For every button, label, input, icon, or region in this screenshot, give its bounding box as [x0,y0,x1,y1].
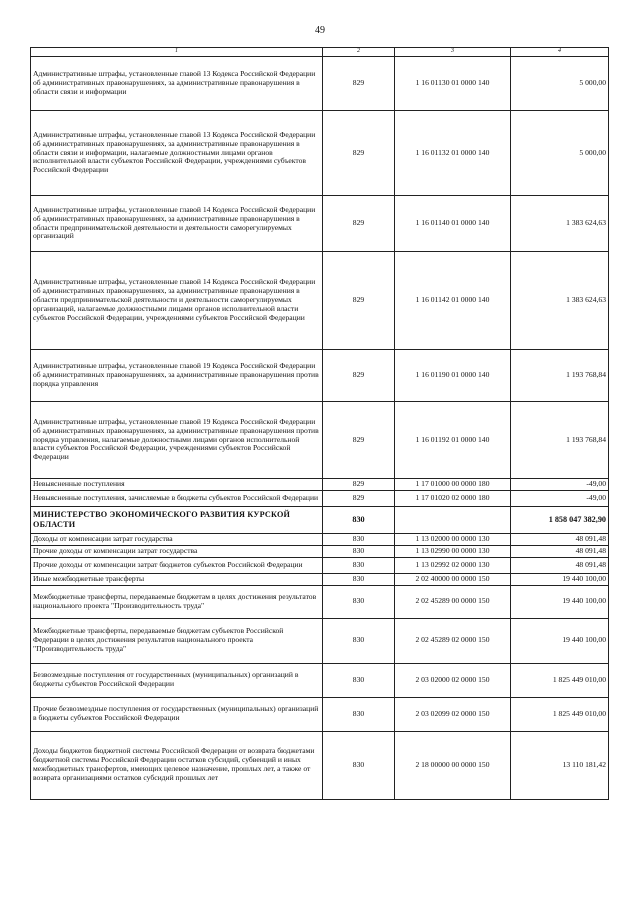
row-admin-code: 829 [323,402,395,479]
row-admin-code: 829 [323,490,395,506]
row-admin-code: 830 [323,663,395,697]
table-row [31,350,609,402]
row-amount: 1 858 047 382,90 [511,506,609,533]
row-amount: 19 440 100,00 [511,573,609,585]
row-budget-code: 2 02 40000 00 0000 150 [395,573,511,585]
row-name: Административные штрафы, установленные главой 13 Кодекса Российской Федерации об административных правонарушениях, за административные правонарушения в области связи и информации [31,57,323,111]
row-amount: 1 383 624,63 [511,252,609,350]
column-number-row [31,48,609,57]
row-budget-code: 1 16 01132 01 0000 140 [395,111,511,196]
row-admin-code: 830 [323,545,395,557]
row-budget-code: 1 13 02992 02 0000 130 [395,557,511,573]
table-row [31,196,609,252]
row-admin-code: 830 [323,533,395,545]
row-name: Прочие доходы от компенсации затрат государства [31,545,323,557]
table-row [31,479,609,491]
row-amount: 19 440 100,00 [511,618,609,663]
table-row [31,573,609,585]
table-row [31,111,609,196]
row-budget-code: 2 02 45289 00 0000 150 [395,585,511,618]
row-budget-code: 1 16 01130 01 0000 140 [395,57,511,111]
row-admin-code: 830 [323,557,395,573]
row-name: Невыясненные поступления, зачисляемые в бюджеты субъектов Российской Федерации [31,490,323,506]
column-number: 2 [323,48,395,57]
row-amount: 48 091,48 [511,545,609,557]
row-admin-code: 829 [323,57,395,111]
column-number: 3 [395,48,511,57]
row-amount: 19 440 100,00 [511,585,609,618]
row-admin-code: 830 [323,697,395,731]
row-admin-code: 830 [323,585,395,618]
row-name: Межбюджетные трансферты, передаваемые бюджетам в целях достижения результатов национального проекта "Производительность труда" [31,585,323,618]
row-admin-code: 830 [323,618,395,663]
row-amount: 1 193 768,84 [511,402,609,479]
row-budget-code: 1 16 01190 01 0000 140 [395,350,511,402]
row-name: Административные штрафы, установленные главой 19 Кодекса Российской Федерации об административных правонарушениях, за административные правонарушения против порядка управления [31,350,323,402]
column-number: 4 [511,48,609,57]
page-number: 49 [315,25,325,36]
row-budget-code: 1 16 01140 01 0000 140 [395,196,511,252]
row-name: Безвозмездные поступления от государственных (муниципальных) организаций в бюджеты субъектов Российской Федерации [31,663,323,697]
table-row [31,533,609,545]
row-name: Административные штрафы, установленные главой 19 Кодекса Российской Федерации об административных правонарушениях, за административные правонарушения против порядка управления, налагаемые должностными лицами органов исполнительной власти субъектов Российской Федерации, учреждениями субъектов Российской Федерации [31,402,323,479]
table-row [31,506,609,533]
row-admin-code: 830 [323,731,395,799]
row-amount: 13 110 181,42 [511,731,609,799]
row-admin-code: 829 [323,350,395,402]
table-row [31,252,609,350]
row-budget-code: 2 03 02000 02 0000 150 [395,663,511,697]
row-budget-code: 1 17 01020 02 0000 180 [395,490,511,506]
row-amount: 48 091,48 [511,557,609,573]
row-name: Прочие безвозмездные поступления от государственных (муниципальных) организаций в бюджеты субъектов Российской Федерации [31,697,323,731]
row-name: Доходы бюджетов бюджетной системы Российской Федерации от возврата бюджетами бюджетной системы Российской Федерации остатков субсидий, субвенций и иных межбюджетных трансфертов, имеющих целевое назначение, прошлых лет, а также от возврата организациями остатков субсидий прошлых лет [31,731,323,799]
row-name: Административные штрафы, установленные главой 14 Кодекса Российской Федерации об административных правонарушениях, за административные правонарушения в области предпринимательской деятельности и деятельности саморегулируемых организаций [31,196,323,252]
table-row [31,618,609,663]
row-name: Межбюджетные трансферты, передаваемые бюджетам субъектов Российской Федерации в целях достижения результатов национального проекта "Производительность труда" [31,618,323,663]
table-row [31,57,609,111]
row-amount: 1 825 449 010,00 [511,697,609,731]
row-budget-code: 1 13 02000 00 0000 130 [395,533,511,545]
revenue-table [30,47,609,800]
row-name: Доходы от компенсации затрат государства [31,533,323,545]
row-admin-code: 829 [323,111,395,196]
row-admin-code: 829 [323,479,395,491]
row-budget-code: 2 02 45289 02 0000 150 [395,618,511,663]
table-row [31,663,609,697]
row-name: Иные межбюджетные трансферты [31,573,323,585]
row-budget-code: 1 17 01000 00 0000 180 [395,479,511,491]
table-row [31,545,609,557]
row-admin-code: 829 [323,252,395,350]
row-amount: 1 383 624,63 [511,196,609,252]
row-amount: 48 091,48 [511,533,609,545]
row-name: Административные штрафы, установленные главой 14 Кодекса Российской Федерации об административных правонарушениях, за административные правонарушения в области предпринимательской деятельности и деятельности саморегулируемых организаций, налагаемые должностными лицами органов исполнительной власти субъектов Российской Федерации, учреждениями субъектов Российской Федерации [31,252,323,350]
row-admin-code: 829 [323,196,395,252]
column-number: 1 [31,48,323,57]
table-row [31,585,609,618]
row-budget-code: 2 03 02099 02 0000 150 [395,697,511,731]
row-budget-code: 1 16 01192 01 0000 140 [395,402,511,479]
table-row [31,731,609,799]
table-row [31,402,609,479]
row-name: Административные штрафы, установленные главой 13 Кодекса Российской Федерации об административных правонарушениях, за административные правонарушения в области связи и информации, налагаемые должностными лицами органов исполнительной власти субъектов Российской Федерации, учреждениями субъектов Российской Федерации [31,111,323,196]
row-budget-code [395,506,511,533]
table-row [31,557,609,573]
row-admin-code: 830 [323,573,395,585]
row-amount: -49,00 [511,479,609,491]
row-budget-code: 1 16 01142 01 0000 140 [395,252,511,350]
row-admin-code: 830 [323,506,395,533]
table-row [31,697,609,731]
row-amount: 5 000,00 [511,57,609,111]
row-name: МИНИСТЕРСТВО ЭКОНОМИЧЕСКОГО РАЗВИТИЯ КУРСКОЙ ОБЛАСТИ [31,506,323,533]
row-budget-code: 2 18 00000 00 0000 150 [395,731,511,799]
row-amount: -49,00 [511,490,609,506]
table-row [31,490,609,506]
row-amount: 1 193 768,84 [511,350,609,402]
row-name: Прочие доходы от компенсации затрат бюджетов субъектов Российской Федерации [31,557,323,573]
row-name: Невыясненные поступления [31,479,323,491]
row-amount: 5 000,00 [511,111,609,196]
row-amount: 1 825 449 010,00 [511,663,609,697]
row-budget-code: 1 13 02990 00 0000 130 [395,545,511,557]
